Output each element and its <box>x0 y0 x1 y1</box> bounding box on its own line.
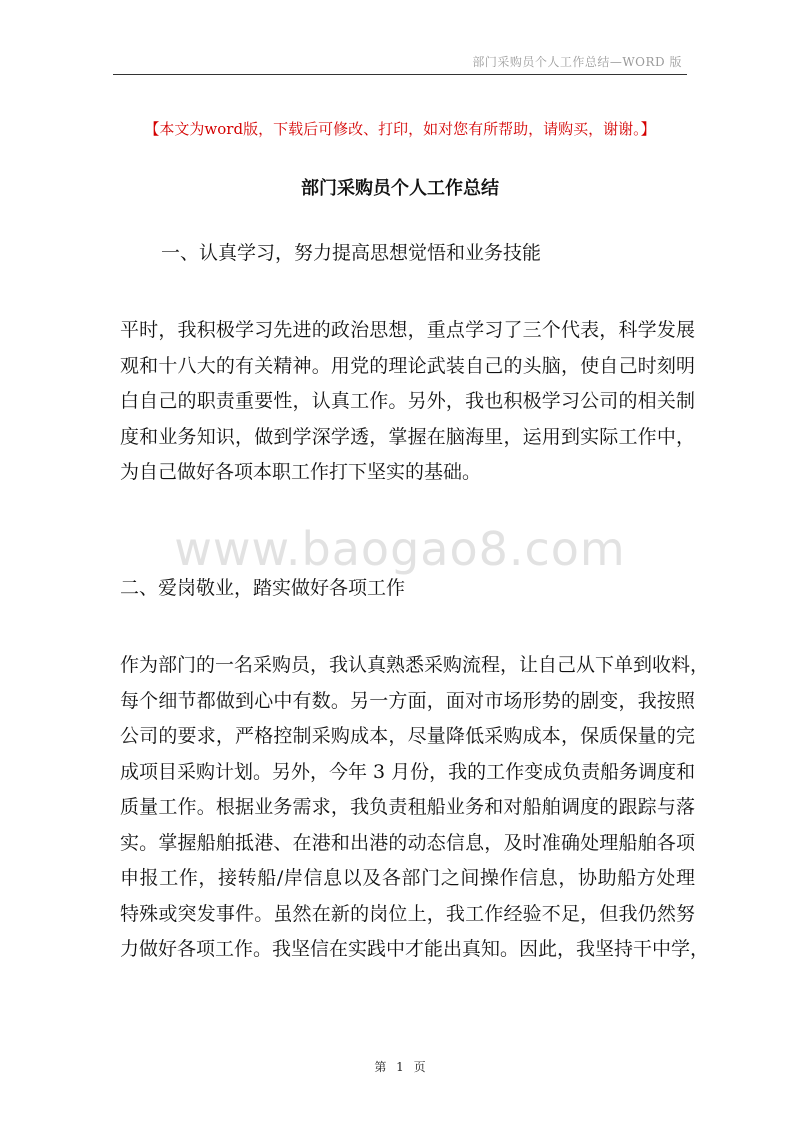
page-number: 1 <box>396 1060 404 1074</box>
page-label-prefix: 第 <box>374 1060 387 1074</box>
paragraph-line: 度和业务知识，做到学深学透，掌握在脑海里，运用到实际工作中， <box>120 425 695 448</box>
paragraph-line: 实。掌握船舶抵港、在港和出港的动态信息，及时准确处理船舶各项 <box>120 831 695 854</box>
section-heading-1: 一、认真学习，努力提高思想觉悟和业务技能 <box>161 242 542 264</box>
header-divider <box>113 74 687 75</box>
section-1-paragraph <box>120 313 695 491</box>
paragraph-line: 成项目采购计划。另外，今年 3 月份，我的工作变成负责船务调度和 <box>120 760 696 783</box>
paragraph-line: 力做好各项工作。我坚信在实践中才能出真知。因此，我坚持干中学， <box>120 938 710 960</box>
purchase-notice: 【本文为word版，下载后可修改、打印，如对您有所帮助，请购买，谢谢。】 <box>144 120 656 138</box>
running-header: 部门采购员个人工作总结—WORD 版 <box>472 55 682 69</box>
paragraph-line: 申报工作，接转船/岸信息以及各部门之间操作信息，协助船方处理 <box>120 867 695 889</box>
paragraph-line: 为自己做好各项本职工作打下坚实的基础。 <box>120 461 482 483</box>
section-2-paragraph <box>120 648 710 968</box>
paragraph-line: 平时，我积极学习先进的政治思想，重点学习了三个代表，科学发展 <box>120 319 695 341</box>
paragraph-line: 特殊或突发事件。虽然在新的岗位上，我工作经验不足，但我仍然努 <box>120 902 695 925</box>
page-label-suffix: 页 <box>413 1060 426 1074</box>
watermark: www.baogao8.com <box>174 522 626 576</box>
paragraph-line: 观和十八大的有关精神。用党的理论武装自己的头脑，使自己时刻明 <box>120 354 695 377</box>
page-footer <box>0 1058 800 1075</box>
document-title: 部门采购员个人工作总结 <box>301 178 499 199</box>
paragraph-line: 作为部门的一名采购员，我认真熟悉采购流程，让自己从下单到收料， <box>120 654 710 676</box>
paragraph-line: 每个细节都做到心中有数。另一方面，面对市场形势的剧变，我按照 <box>120 689 695 712</box>
paragraph-line: 质量工作。根据业务需求，我负责租船业务和对船舶调度的跟踪与落 <box>120 796 695 818</box>
paragraph-line: 白自己的职责重要性，认真工作。另外，我也积极学习公司的相关制 <box>120 390 695 412</box>
paragraph-line: 公司的要求，严格控制采购成本，尽量降低采购成本，保质保量的完 <box>120 725 695 747</box>
section-heading-2: 二、爱岗敬业，踏实做好各项工作 <box>120 577 406 599</box>
